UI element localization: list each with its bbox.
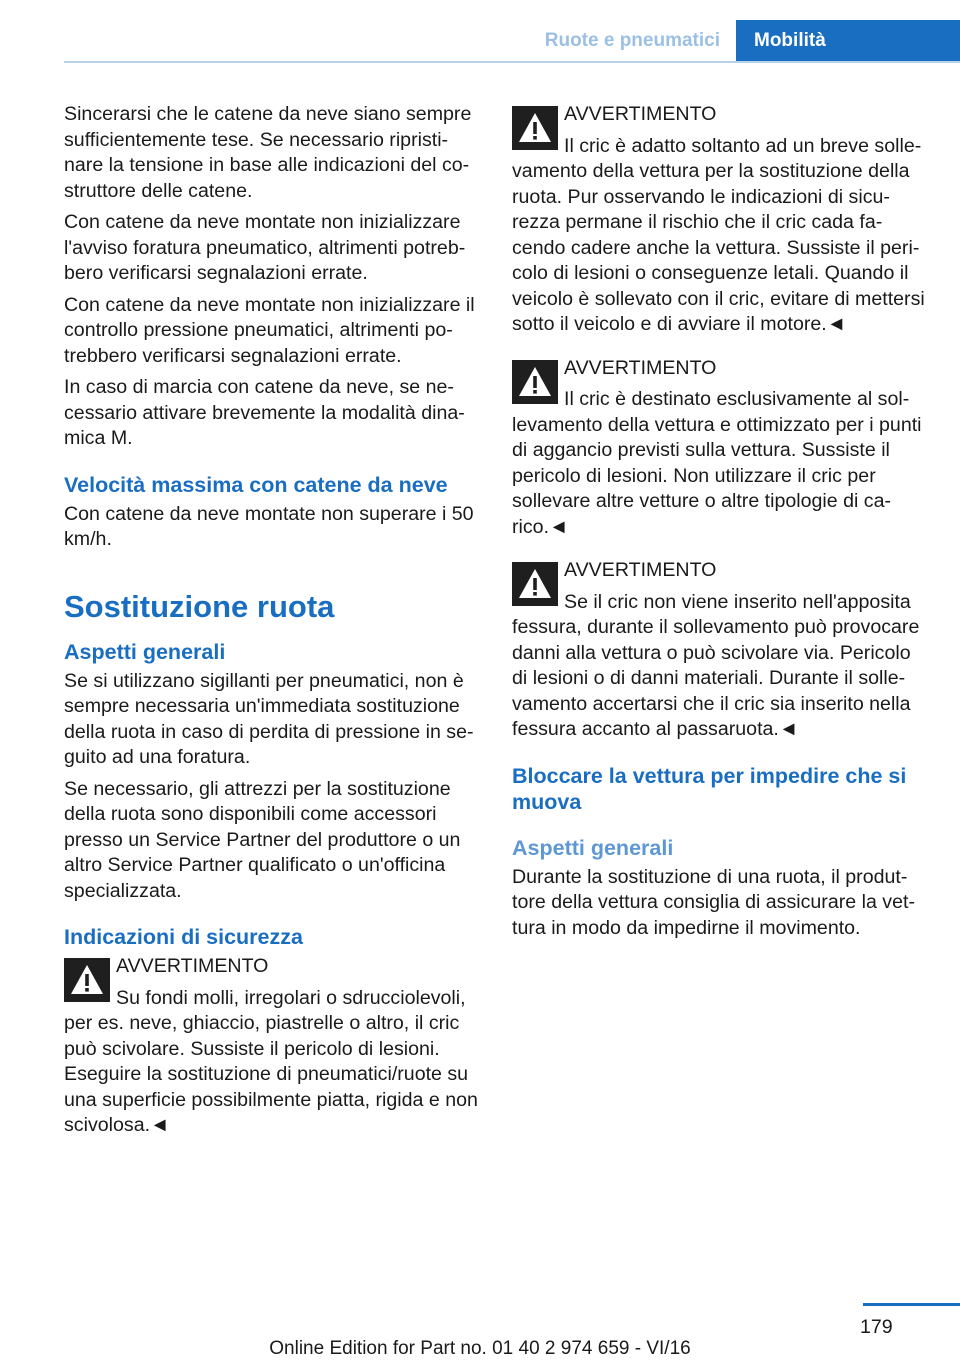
chapter-heading: Sostituzione ruota <box>64 588 335 624</box>
warning-triangle-icon <box>64 958 110 1002</box>
header-section-title: Ruote e pneumatici <box>544 30 720 51</box>
warning-title: AVVERTIMENTO <box>564 356 717 379</box>
page-header <box>0 0 960 62</box>
warning-block <box>64 954 480 1139</box>
warning-text: Il cric è adatto soltanto ad un breve sollevamento della vettura per la sostituzione della ruota. Pur osservando le indicazioni di sicurezza permane il rischio che il cric cada facendo cadere anche la vettura. Sussiste il pericolo di lesioni o conseguenze letali. Quando il veicolo è sollevato con il cric, evitare di mettersi sotto il veicolo e di avviare il motore.◄ <box>512 134 925 335</box>
warning-title: AVVERTIMENTO <box>116 955 269 977</box>
warning-block <box>512 558 928 743</box>
paragraph: Durante la sostituzione di una ruota, il produttore della vettura consiglia di assicurare la vettura in modo da impedirne il movimento. <box>512 865 915 939</box>
edition-footer: Online Edition for Part no. 01 40 2 974 659 - VI/16 <box>269 1338 691 1359</box>
paragraph: Con catene da neve montate non inizializzare il controllo pressione pneumatici, altrimenti potrebbero verificarsi segnalazioni errate. <box>64 293 475 367</box>
section-heading-speed: Velocità massima con catene da neve <box>64 472 448 497</box>
section-heading-safety: Indicazioni di sicurezza <box>64 925 303 949</box>
header-chapter-tab: Mobilità <box>736 20 960 62</box>
paragraph: Sincerarsi che le catene da neve siano sempre sufficientemente tese. Se necessario ripristinare la tensione in base alle indicazioni del costruttore delle catene. <box>64 103 472 202</box>
page-number: 179 <box>860 1316 893 1338</box>
paragraph: Se necessario, gli attrezzi per la sostituzione della ruota sono disponibili come accessori presso un Service Partner del produttore o un altro Service Partner qualificato o un'officina specializzata. <box>64 777 461 902</box>
warning-title: AVVERTIMENTO <box>564 103 717 125</box>
warning-block <box>512 356 928 541</box>
section-heading-general: Aspetti generali <box>512 835 674 860</box>
warning-triangle-icon <box>512 106 558 150</box>
warning-text: Il cric è destinato esclusivamente al sollevamento della vettura e ottimizzato per i punti di aggancio previsti sulla vettura. Sussiste il pericolo di lesioni. Non utilizzare il cric per sollevare altre vetture o altre tipologie di carico.◄ <box>512 388 922 538</box>
right-column <box>512 102 928 947</box>
warning-triangle-icon <box>512 562 558 606</box>
warning-text: Se il cric non viene inserito nell'apposita fessura, durante il sollevamento può provocare danni alla vettura o può scivolare via. Pericolo di lesioni o di danni materiali. Durante il sollevamento accertarsi che il cric sia inserito nella fessura accanto al passaruota.◄ <box>512 590 920 740</box>
warning-block <box>512 102 928 338</box>
paragraph: Con catene da neve montate non superare i 50 km/h. <box>64 502 474 550</box>
footer-divider <box>863 1303 960 1306</box>
warning-title: AVVERTIMENTO <box>564 559 717 581</box>
left-column <box>64 102 480 1157</box>
paragraph: In caso di marcia con catene da neve, se necessario attivare brevemente la modalità dinamica M. <box>64 376 465 449</box>
warning-triangle-icon <box>512 360 558 404</box>
warning-text: Su fondi molli, irregolari o sdrucciolevoli, per es. neve, ghiaccio, piastrelle o altro, il cric può scivolare. Sussiste il pericolo di lesioni. Eseguire la sostituzione di pneumatici/ruote su una superficie possibilmente piatta, rigida e non scivolosa.◄ <box>64 986 478 1136</box>
paragraph: Con catene da neve montate non inizializzare l'avviso foratura pneumatico, altrimenti potrebbero verificarsi segnalazioni errate. <box>64 211 466 284</box>
header-divider <box>64 61 960 63</box>
paragraph: Se si utilizzano sigillanti per pneumatici, non è sempre necessaria un'immediata sostituzione della ruota in caso di perdita di pressione in seguito ad una foratura. <box>64 669 474 768</box>
section-heading-lock: Bloccare la vettura per impedire che si muova <box>512 763 907 814</box>
section-heading-general: Aspetti generali <box>64 639 226 664</box>
